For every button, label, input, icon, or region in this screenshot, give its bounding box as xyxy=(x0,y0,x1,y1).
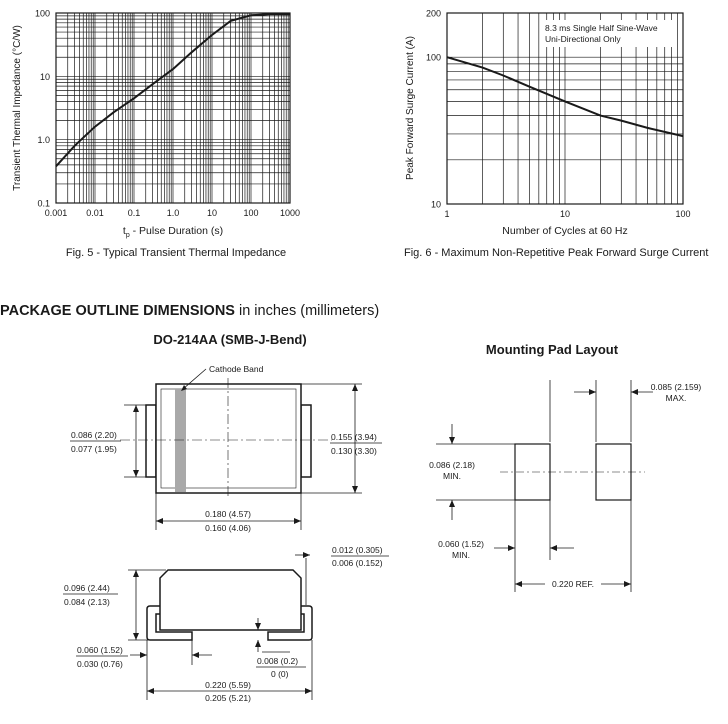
chart2-caption: Fig. 6 - Maximum Non-Repetitive Peak Forward Surge Current xyxy=(404,247,709,259)
pad-h-arrow-top xyxy=(449,437,455,444)
chart1-xtick: 100 xyxy=(243,208,259,218)
dim-body-h-max: 0.096 (2.44) xyxy=(64,583,110,593)
chart2-xtick: 10 xyxy=(559,209,571,219)
dim-body-h-min: 0.084 (2.13) xyxy=(64,597,110,607)
lead-len-arrow-right xyxy=(192,652,199,658)
chart1-ytick: 0.1 xyxy=(37,198,50,209)
dim-total-max: 0.220 (5.59) xyxy=(205,680,251,690)
pad-w-arrow-left xyxy=(589,389,596,395)
mounting-pad-layout xyxy=(429,342,701,592)
chart1-ytick: 1.0 xyxy=(37,135,50,146)
chart2-annotation-line2: Uni-Directional Only xyxy=(545,34,621,44)
side-body xyxy=(160,570,301,630)
dim-width-max: 0.086 (2.20) xyxy=(71,430,117,440)
chart1-caption: Fig. 5 - Typical Transient Thermal Impedance xyxy=(65,247,287,259)
dim-height-max: 0.155 (3.94) xyxy=(331,432,377,442)
chart2-ytick: 200 xyxy=(425,8,441,19)
pad-gap-note: MIN. xyxy=(452,550,470,560)
total-arrow-right xyxy=(305,688,312,694)
height-arrow-bot xyxy=(352,486,358,493)
pad-gap: 0.060 (1.52) xyxy=(438,539,484,549)
chart2-ytick: 100 xyxy=(425,52,441,63)
pad-height: 0.086 (2.18) xyxy=(429,460,475,470)
package-side-view xyxy=(63,545,389,703)
dim-standoff-min: 0 (0) xyxy=(271,669,289,679)
chart1-xtick: 0.1 xyxy=(127,208,141,218)
lead-t-arrow xyxy=(303,552,310,558)
surge-current-chart xyxy=(404,9,708,260)
left-lead-tab xyxy=(146,405,156,477)
thermal-impedance-chart xyxy=(12,9,300,260)
cathode-band-label: Cathode Band xyxy=(209,364,264,374)
ref-arrow-left xyxy=(515,581,522,587)
dim-lead-t-max: 0.012 (0.305) xyxy=(332,545,383,555)
chart2-ylabel: Peak Forward Surge Current (A) xyxy=(405,36,416,180)
chart1-xtick: 10 xyxy=(206,208,218,218)
pad-height-note: MIN. xyxy=(443,471,461,481)
body-h-arrow-top xyxy=(133,570,139,577)
chart1-xtick: 1.0 xyxy=(166,208,180,218)
body-h-arrow-bot xyxy=(133,633,139,640)
dim-width-min: 0.077 (1.95) xyxy=(71,444,117,454)
pad-title: Mounting Pad Layout xyxy=(485,342,619,357)
gap-arrow-right xyxy=(550,545,557,551)
dim-lead-len-max: 0.060 (1.52) xyxy=(77,645,123,655)
total-arrow-left xyxy=(147,688,154,694)
package-top-view xyxy=(70,332,382,533)
section-title: PACKAGE OUTLINE DIMENSIONS in inches (millimeters) xyxy=(0,303,380,319)
chart2-annotation-line1: 8.3 ms Single Half Sine-Wave xyxy=(545,23,658,33)
package-title: DO-214AA (SMB-J-Bend) xyxy=(153,332,307,347)
dim-lead-t-min: 0.006 (0.152) xyxy=(332,558,383,568)
chart1-xtick: 0.01 xyxy=(86,208,104,218)
length-arrow-right xyxy=(294,518,301,524)
chart1-ylabel: Transient Thermal Impedance (°C/W) xyxy=(12,25,23,191)
dim-standoff-max: 0.008 (0.2) xyxy=(257,656,299,666)
pad-h-arrow-bot xyxy=(449,500,455,507)
chart2-xtick: 100 xyxy=(675,209,691,219)
width-arrow-top xyxy=(133,405,139,412)
chart1-ytick: 100 xyxy=(34,8,50,19)
chart2-ytick: 10 xyxy=(430,199,441,210)
width-arrow-bot xyxy=(133,470,139,477)
chart1-xtick: 0.001 xyxy=(44,208,68,218)
lead-len-arrow-left xyxy=(140,652,147,658)
dim-height-min: 0.130 (3.30) xyxy=(331,446,377,456)
dim-total-min: 0.205 (5.21) xyxy=(205,693,251,703)
chart1-xlabel: $t_p$ - Pulse Duration (s) xyxy=(122,225,224,239)
dim-length-min: 0.160 (4.06) xyxy=(205,523,251,533)
pad-ref: 0.220 REF. xyxy=(551,579,595,589)
length-arrow-left xyxy=(156,518,163,524)
gap-arrow-left xyxy=(508,545,515,551)
pad-width: 0.085 (2.159) xyxy=(650,382,702,392)
pad-width-note: MAX. xyxy=(665,393,687,403)
ref-arrow-right xyxy=(624,581,631,587)
pad-w-arrow-right xyxy=(631,389,638,395)
dim-length-max: 0.180 (4.57) xyxy=(205,509,251,519)
height-arrow-top xyxy=(352,384,358,391)
cathode-band xyxy=(175,389,186,492)
right-lead-tab xyxy=(301,405,311,477)
chart2-xlabel: Number of Cycles at 60 Hz xyxy=(502,225,628,237)
chart2-xtick: 1 xyxy=(444,209,450,219)
standoff-arrow-bot xyxy=(255,640,261,647)
chart1-ytick: 10 xyxy=(39,71,50,82)
dim-lead-len-min: 0.030 (0.76) xyxy=(77,659,123,669)
chart1-xtick: 1000 xyxy=(279,208,301,218)
